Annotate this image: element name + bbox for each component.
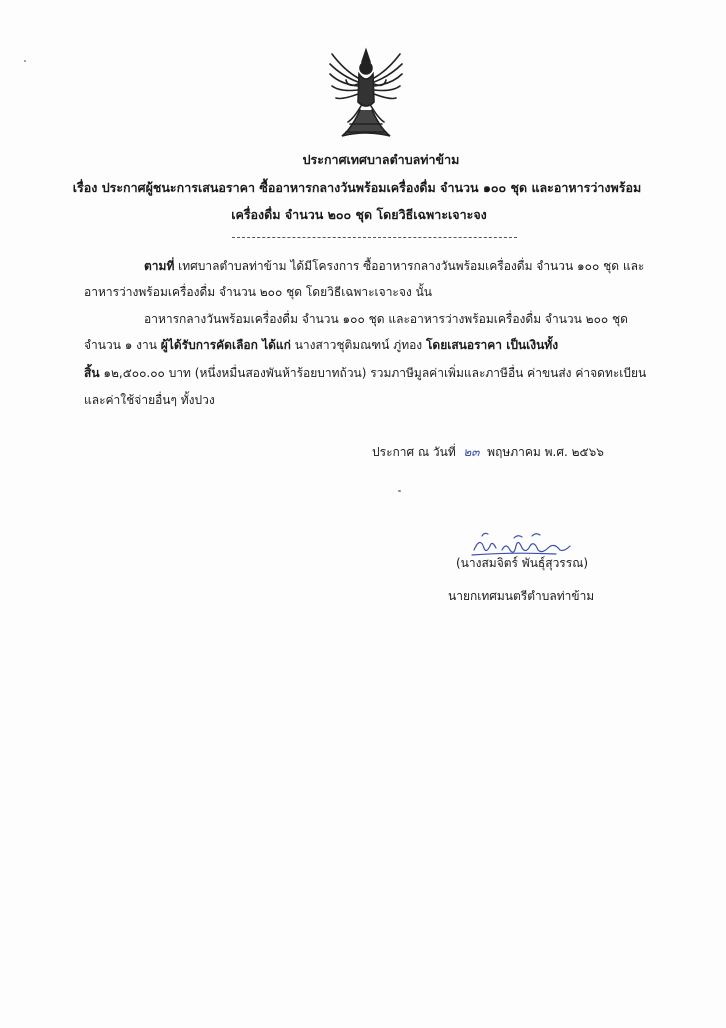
- signatory-name: (นางสมจิตร์ พันธุ์สุวรรณ): [456, 556, 589, 570]
- scan-speck: [24, 60, 26, 62]
- winner-name: นางสาวชุติมณฑน์ ภู่ทอง: [290, 338, 426, 352]
- price-text: ๑๒,๕๐๐.๐๐ บาท (หนึ่งหมื่นสองพันห้าร้อยบาทถ้วน) รวมภาษีมูลค่าเพิ่มและภาษีอื่น ค่าขนส่ง ค่าจดทะเบียน: [99, 366, 647, 380]
- subject-line-1: เรื่อง ประกาศผู้ชนะการเสนอราคา ซื้ออาหารกลางวันพร้อมเครื่องดื่ม จำนวน ๑๐๐ ชุด และอาหารว่างพร้อม: [72, 180, 642, 195]
- announcement-date: [372, 444, 604, 460]
- paragraph-2-line-3: [84, 365, 646, 381]
- offer-label: โดยเสนอราคา เป็นเงินทั้ง: [425, 338, 559, 352]
- paragraph-2-line-1: อาหารกลางวันพร้อมเครื่องดื่ม จำนวน ๑๐๐ ชุด และอาหารว่างพร้อมเครื่องดื่ม จำนวน ๒๐๐ ชุด: [144, 312, 628, 326]
- signatory-title: นายกเทศมนตรีตำบลท่าข้าม: [448, 589, 595, 603]
- date-prefix: ประกาศ ณ วันที่: [372, 445, 456, 459]
- job-count-text: จำนวน ๑ งาน: [84, 338, 161, 352]
- garuda-emblem-icon: [326, 44, 406, 144]
- paragraph-1-line-1: [144, 258, 644, 274]
- total-lead: สิ้น: [84, 366, 100, 380]
- scan-speck: [398, 490, 401, 492]
- dashed-divider: [232, 237, 517, 238]
- paragraph-1-lead: ตามที่: [144, 259, 175, 273]
- date-month-year: พฤษภาคม พ.ศ. ๒๕๖๖: [487, 445, 604, 459]
- paragraph-1-line-1-text: เทศบาลตำบลท่าข้าม ได้มีโครงการ ซื้ออาหารกลางวันพร้อมเครื่องดื่ม จำนวน ๑๐๐ ชุด และ: [174, 259, 645, 273]
- agency-title: ประกาศเทศบาลตำบลท่าข้าม: [302, 152, 460, 167]
- paragraph-2-line-2: [84, 337, 558, 353]
- paragraph-1-line-2: อาหารว่างพร้อมเครื่องดื่ม จำนวน ๒๐๐ ชุด โดยวิธีเฉพาะเจาะจง นั้น: [84, 285, 432, 299]
- date-day-handwritten: ๒๓: [463, 445, 480, 459]
- paragraph-2-line-4: และค่าใช้จ่ายอื่นๆ ทั้งปวง: [84, 393, 215, 407]
- winner-label: ผู้ได้รับการคัดเลือก ได้แก่: [160, 338, 291, 352]
- subject-line-2: เครื่องดื่ม จำนวน ๒๐๐ ชุด โดยวิธีเฉพาะเจาะจง: [231, 207, 487, 222]
